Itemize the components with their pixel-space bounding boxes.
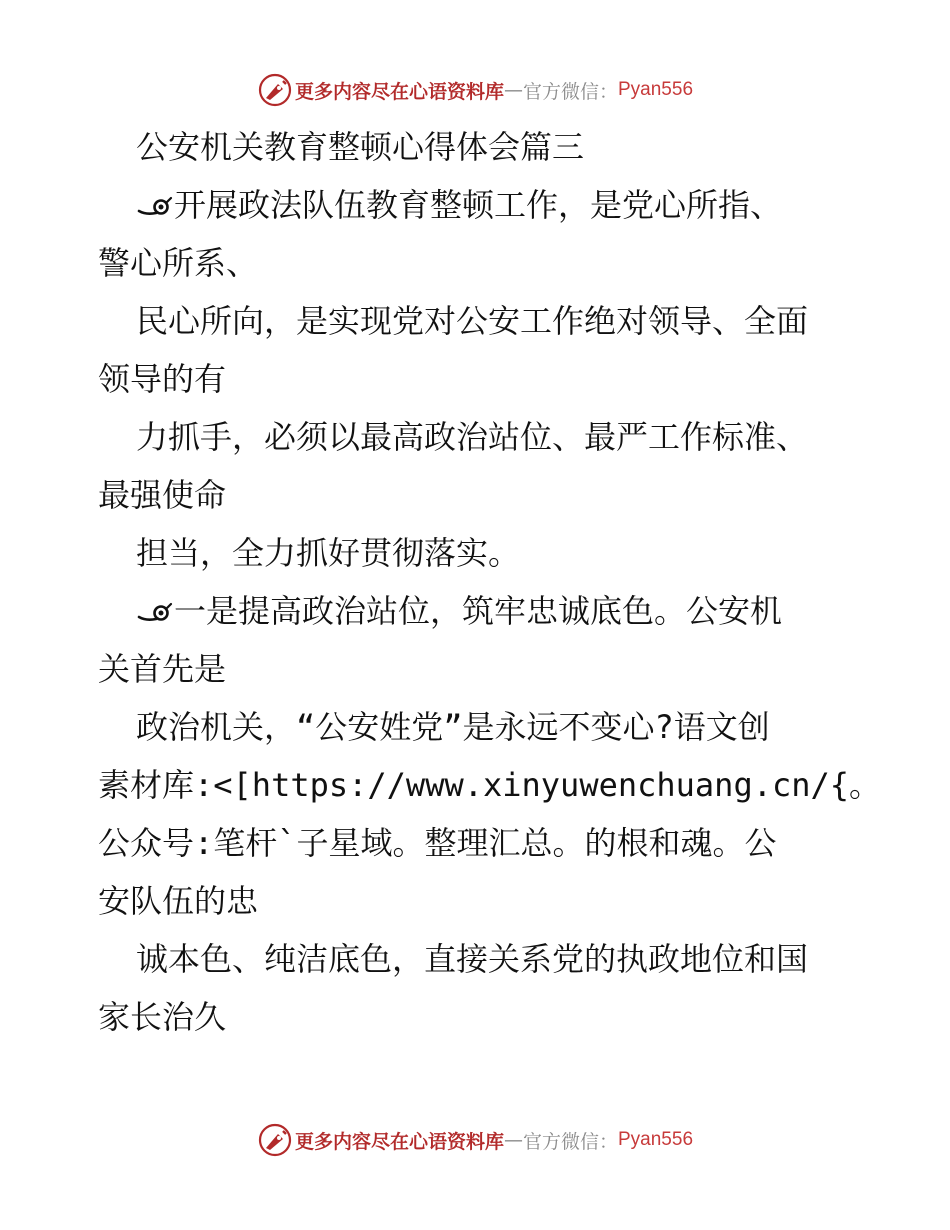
snail-bullet-icon — [136, 196, 174, 218]
snail-bullet-icon — [136, 602, 174, 624]
banner-dash: — — [503, 79, 523, 101]
document-body — [98, 118, 898, 1046]
banner-contact-label: 官方微信： — [522, 80, 618, 103]
paragraph-line: 警心所系、 — [98, 244, 259, 282]
paragraph-line: 担当，全力抓好贯彻落实。 — [136, 534, 521, 572]
paragraph-line: 领导的有 — [98, 360, 227, 398]
footer-banner — [0, 1120, 950, 1160]
paragraph-line: 关首先是 — [98, 650, 227, 688]
banner-dash: — — [503, 1129, 523, 1151]
header-banner — [0, 70, 950, 110]
banner-handle: Pyan556 — [618, 79, 694, 100]
paragraph-line: 安队伍的忠 — [98, 882, 259, 920]
banner-brand: 更多内容尽在心语资料库 — [294, 80, 504, 103]
paragraph-text: 一是提高政治站位，筑牢忠诚底色。公安机 — [174, 592, 783, 630]
banner-handle: Pyan556 — [618, 1129, 694, 1150]
pen-nib-logo-icon — [257, 72, 293, 108]
banner-brand: 更多内容尽在心语资料库 — [294, 1130, 504, 1153]
paragraph-line: 民心所向，是实现党对公安工作绝对领导、全面 — [136, 302, 809, 340]
paragraph-line: 素材库:<[https://www.xinyuwenchuang.cn/{。 — [98, 766, 882, 804]
paragraph-line — [98, 582, 898, 640]
paragraph-line: 诚本色、纯洁底色，直接关系党的执政地位和国 — [136, 940, 809, 978]
paragraph-line — [98, 176, 898, 234]
paragraph-line: 最强使命 — [98, 476, 227, 514]
document-heading: 公安机关教育整顿心得体会篇三 — [136, 128, 585, 166]
paragraph-text: 开展政法队伍教育整顿工作，是党心所指、 — [174, 186, 783, 224]
paragraph-line: 家长治久 — [98, 998, 227, 1036]
paragraph-line: 力抓手，必须以最高政治站位、最严工作标准、 — [136, 418, 809, 456]
pen-nib-logo-icon — [257, 1122, 293, 1158]
banner-contact-label: 官方微信： — [522, 1130, 618, 1153]
paragraph-line: 公众号:笔杆`子星域。整理汇总。的根和魂。公 — [98, 824, 777, 862]
paragraph-line: 政治机关，“公安姓党”是永远不变心?语文创 — [136, 708, 770, 746]
